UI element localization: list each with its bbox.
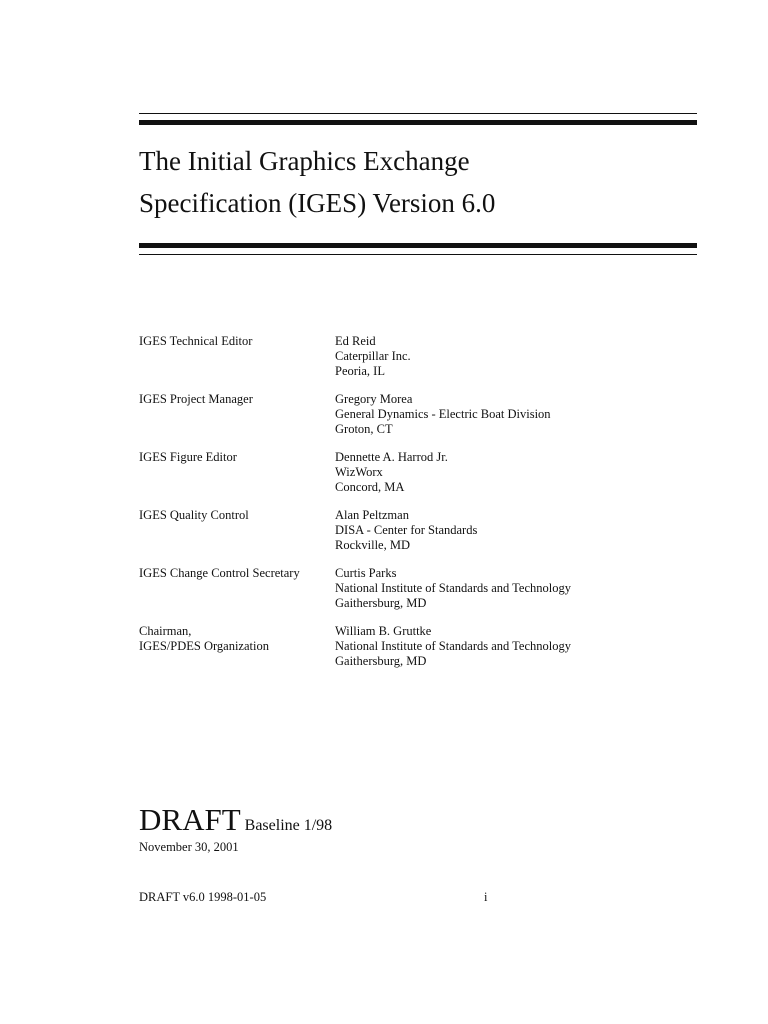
contributor-location: Concord, MA bbox=[335, 480, 405, 494]
draft-status-block bbox=[139, 800, 332, 855]
role-line: IGES Change Control Secretary bbox=[139, 566, 300, 580]
contributor-role bbox=[139, 508, 335, 553]
contributor-organization: WizWorx bbox=[335, 465, 383, 479]
contributor-details bbox=[335, 566, 571, 611]
contributor-organization: National Institute of Standards and Technology bbox=[335, 639, 571, 653]
draft-date: November 30, 2001 bbox=[139, 840, 239, 854]
contributor-role bbox=[139, 392, 335, 437]
contributor-project-manager bbox=[139, 392, 699, 437]
contributor-name: Gregory Morea bbox=[335, 392, 413, 406]
contributor-change-control-secretary bbox=[139, 566, 699, 611]
contributor-role bbox=[139, 334, 335, 379]
draft-heading bbox=[139, 800, 332, 840]
contributor-organization: DISA - Center for Standards bbox=[335, 523, 478, 537]
contributor-location: Rockville, MD bbox=[335, 538, 410, 552]
page-number: i bbox=[484, 890, 488, 904]
contributor-chairman bbox=[139, 624, 699, 669]
bottom-thick-rule bbox=[139, 243, 697, 248]
bottom-thin-rule bbox=[139, 254, 697, 255]
footer-version: DRAFT v6.0 1998-01-05 bbox=[139, 890, 267, 904]
top-thick-rule bbox=[139, 120, 697, 125]
contributors-list bbox=[139, 334, 699, 682]
top-thin-rule bbox=[139, 113, 697, 114]
contributor-figure-editor bbox=[139, 450, 699, 495]
title-line-2: Specification (IGES) Version 6.0 bbox=[139, 188, 496, 218]
contributor-name: Ed Reid bbox=[335, 334, 376, 348]
contributor-organization: National Institute of Standards and Technology bbox=[335, 581, 571, 595]
contributor-organization: Caterpillar Inc. bbox=[335, 349, 411, 363]
contributor-details bbox=[335, 334, 411, 379]
contributor-name: Dennette A. Harrod Jr. bbox=[335, 450, 448, 464]
contributor-role bbox=[139, 624, 335, 669]
role-line: Chairman, bbox=[139, 624, 192, 638]
contributor-details bbox=[335, 392, 551, 437]
contributor-name: Curtis Parks bbox=[335, 566, 397, 580]
document-title bbox=[139, 140, 699, 224]
contributor-location: Peoria, IL bbox=[335, 364, 385, 378]
role-line: IGES Project Manager bbox=[139, 392, 253, 406]
contributor-name: William B. Gruttke bbox=[335, 624, 432, 638]
title-line-1: The Initial Graphics Exchange bbox=[139, 146, 470, 176]
draft-word: DRAFT bbox=[139, 802, 241, 837]
role-line: IGES Figure Editor bbox=[139, 450, 237, 464]
role-line: IGES Quality Control bbox=[139, 508, 249, 522]
contributor-location: Gaithersburg, MD bbox=[335, 654, 427, 668]
contributor-details bbox=[335, 624, 571, 669]
role-line: IGES/PDES Organization bbox=[139, 639, 269, 653]
baseline-label: Baseline 1/98 bbox=[244, 817, 333, 834]
contributor-role bbox=[139, 566, 335, 611]
contributor-quality-control bbox=[139, 508, 699, 553]
contributor-details bbox=[335, 508, 477, 553]
contributor-details bbox=[335, 450, 448, 495]
contributor-location: Groton, CT bbox=[335, 422, 393, 436]
contributor-role bbox=[139, 450, 335, 495]
contributor-location: Gaithersburg, MD bbox=[335, 596, 427, 610]
contributor-name: Alan Peltzman bbox=[335, 508, 409, 522]
contributor-technical-editor bbox=[139, 334, 699, 379]
contributor-organization: General Dynamics - Electric Boat Division bbox=[335, 407, 551, 421]
role-line: IGES Technical Editor bbox=[139, 334, 253, 348]
